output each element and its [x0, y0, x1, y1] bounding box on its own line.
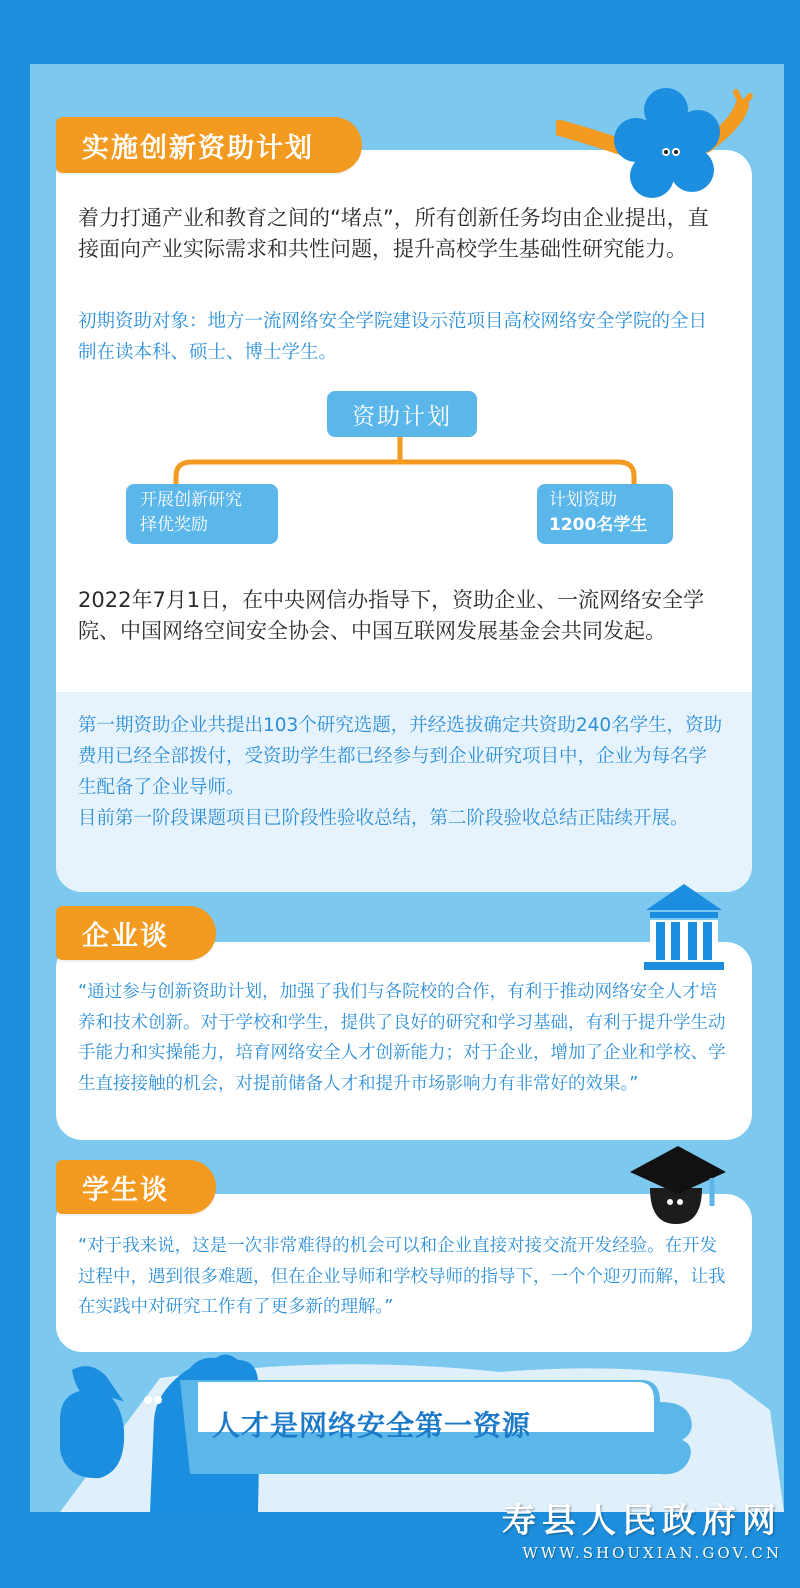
- diagram-root-node: [327, 391, 477, 437]
- enterprise-quote: “通过参与创新资助计划，加强了我们与各院校的合作，有利于推动网络安全人才培养和技术创新。对于学校和学生，提供了良好的研究和学习基础，有利于提升学生动手能力和实操能力，培育网络安全人才创新能力；对于企业，增加了企业和学校、学生直接接触的机会，对提前储备人才和提升市场影响力有非常好的效果。”: [78, 982, 726, 1094]
- section-title-enterprise-text: 企业谈: [82, 920, 169, 952]
- diagram-left-line1: 开展创新研究: [140, 490, 242, 510]
- watermark: [502, 1493, 782, 1562]
- section-title-funding-plan-text: 实施创新资助计划: [82, 132, 314, 164]
- diagram-left-line2: 择优奖励: [140, 515, 208, 535]
- section-title-student-text: 学生谈: [82, 1174, 169, 1206]
- progress-paragraph-1: 第一期资助企业共提出103个研究选题，并经选拔确定共资助240名学生，资助费用已经全部拨付，受资助学生都已经参与到企业研究项目中，企业为每名学生配备了企业导师。: [78, 715, 723, 798]
- graduation-cap-mascot-icon: [628, 1144, 728, 1228]
- intro-paragraph: 着力打通产业和教育之间的“堵点”，所有创新任务均由企业提出，直接面向产业实际需求和共性问题，提升高校学生基础性研究能力。: [78, 206, 709, 261]
- diagram-right-line1: 计划资助: [549, 490, 617, 510]
- diagram-left-node: [126, 484, 278, 544]
- diagram-right-line2: 1200名学生: [549, 515, 648, 535]
- banner-slogan: 人才是网络安全第一资源: [212, 1409, 532, 1442]
- section-title-enterprise: [56, 906, 216, 960]
- watermark-url: WWW.SHOUXIAN.GOV.CN: [522, 1544, 782, 1562]
- plan-diagram-connectors: [160, 430, 650, 490]
- watermark-name: 寿县人民政府网: [502, 1501, 782, 1541]
- institution-building-icon: [638, 880, 730, 972]
- launch-paragraph: 2022年7月1日，在中央网信办指导下，资助企业、一流网络安全学院、中国网络空间安全协会、中国互联网发展基金会共同发起。: [78, 588, 705, 643]
- diagram-root-label: 资助计划: [352, 403, 452, 430]
- student-quote: “对于我来说，这是一次非常难得的机会可以和企业直接对接交流开发经验。在开发过程中，遇到很多难题，但在企业导师和学校导师的指导下，一个个迎刃而解，让我在实践中对研究工作有了更多新的理解。”: [78, 1236, 726, 1317]
- diagram-right-node: [537, 484, 673, 544]
- target-paragraph: 初期资助对象：地方一流网络安全学院建设示范项目高校网络安全学院的全日制在读本科、硕士、博士学生。: [78, 311, 708, 363]
- section-title-student: [56, 1160, 216, 1214]
- flower-mascot-icon: [556, 84, 756, 204]
- section-title-funding-plan: [56, 117, 362, 173]
- progress-paragraph-2: 目前第一阶段课题项目已阶段性验收总结，第二阶段验收总结正陆续开展。: [78, 808, 689, 829]
